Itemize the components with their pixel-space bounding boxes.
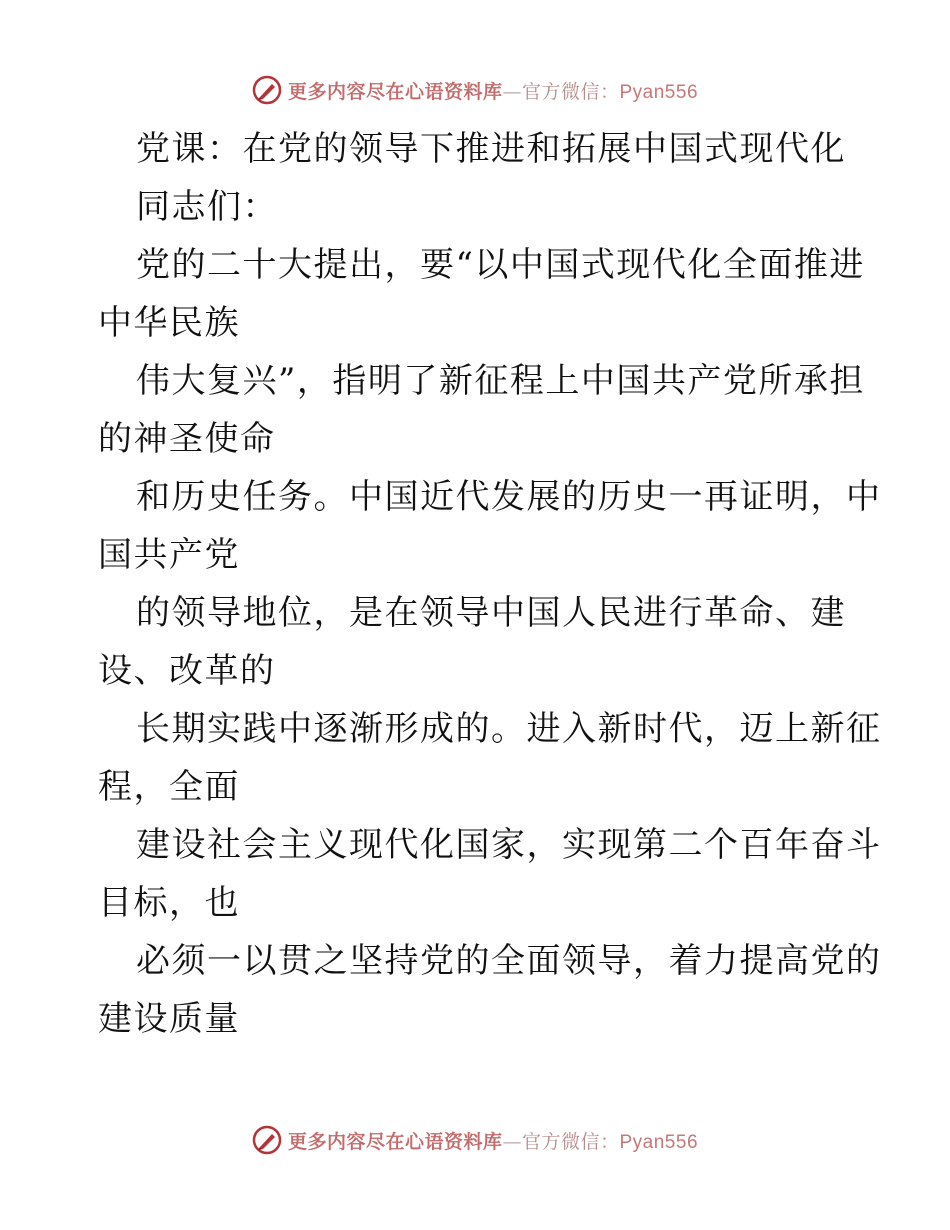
text-line: 必须一以贯之坚持党的全面领导，着力提高党的 (136, 941, 882, 981)
text-line: 伟大复兴”，指明了新征程上中国共产党所承担 (136, 361, 865, 401)
footer-watermark (0, 1120, 950, 1160)
pen-logo-icon (252, 75, 282, 105)
document-greeting: 同志们： (136, 187, 278, 227)
text-line: 和历史任务。中国近代发展的历史一再证明，中 (136, 477, 882, 517)
watermark-official: 官方微信： (521, 80, 620, 103)
pen-logo-icon (252, 1125, 282, 1155)
watermark-account: Pyan556 (619, 1131, 699, 1153)
text-line: 党的二十大提出，要“以中国式现代化全面推进 (136, 245, 865, 285)
text-line: 程，全面 (98, 767, 240, 807)
text-line: 中华民族 (98, 303, 240, 343)
text-line: 建设社会主义现代化国家，实现第二个百年奋斗 (136, 825, 882, 865)
header-watermark (0, 70, 950, 110)
text-line: 目标，也 (98, 883, 240, 923)
watermark-text (288, 1127, 698, 1154)
watermark-site: 更多内容尽在心语资料库 (287, 1130, 503, 1153)
watermark-dash: — (502, 1130, 522, 1153)
document-body (98, 120, 882, 1048)
text-line: 的领导地位，是在领导中国人民进行革命、建 (136, 593, 846, 633)
text-line: 长期实践中逐渐形成的。进入新时代，迈上新征 (136, 709, 882, 749)
watermark-site: 更多内容尽在心语资料库 (287, 80, 503, 103)
watermark-official: 官方微信： (521, 1130, 620, 1153)
text-line: 建设质量 (98, 999, 240, 1039)
watermark-text (288, 77, 698, 104)
text-line: 设、改革的 (98, 651, 276, 691)
text-line: 国共产党 (98, 535, 240, 575)
watermark-dash: — (502, 80, 522, 103)
watermark-account: Pyan556 (619, 81, 699, 103)
text-line: 的神圣使命 (98, 419, 276, 459)
document-title: 党课：在党的领导下推进和拓展中国式现代化 (136, 129, 846, 169)
